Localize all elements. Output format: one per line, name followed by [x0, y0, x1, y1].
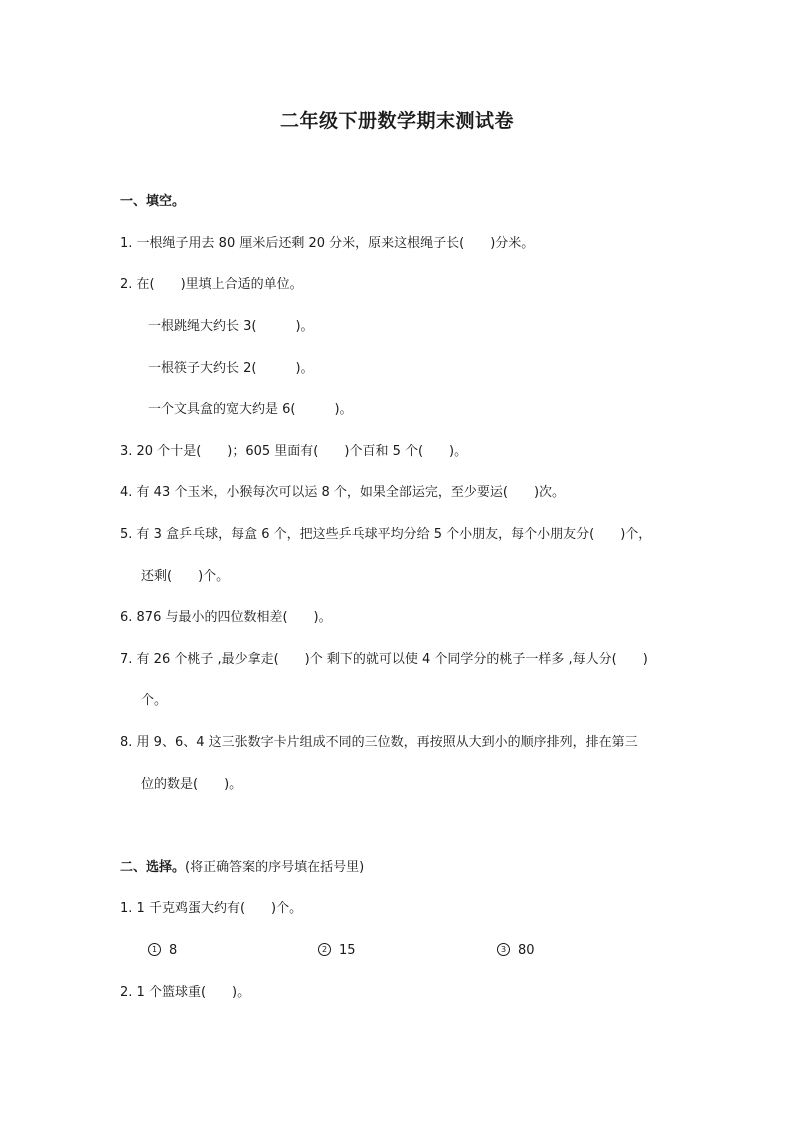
- question-2-item-c: 一个文具盒的宽大约是 6( )。: [148, 402, 353, 417]
- circled-number-icon: 2: [318, 943, 331, 956]
- question-1: 1. 一根绳子用去 80 厘米后还剩 20 分米，原来这根绳子长( )分米。: [120, 236, 535, 251]
- question-8: 8. 用 9、6、4 这三张数字卡片组成不同的三位数，再按照从大到小的顺序排列，排在第三: [120, 735, 638, 750]
- question-8-continued: 位的数是( )。: [141, 777, 243, 792]
- choice-question-1: 1. 1 千克鸡蛋大约有( )个。: [120, 901, 303, 916]
- question-7-continued: 个。: [141, 693, 168, 708]
- question-5: 5. 有 3 盒乒乓球，每盒 6 个，把这些乒乓球平均分给 5 个小朋友，每个小朋友分( )个，: [120, 527, 652, 542]
- question-5-continued: 还剩( )个。: [141, 569, 230, 584]
- choice-option-text: 80: [518, 943, 535, 958]
- choice-question-2: 2. 1 个篮球重( )。: [120, 985, 251, 1000]
- choice-option-1: [148, 942, 177, 960]
- section-2-heading-text: 二、选择。: [120, 860, 186, 875]
- page-title: 二年级下册数学期末测试卷: [279, 110, 514, 132]
- question-2-item-a: 一根跳绳大约长 3( )。: [148, 319, 314, 334]
- question-2: 2. 在( )里填上合适的单位。: [120, 277, 303, 292]
- question-2-item-b: 一根筷子大约长 2( )。: [148, 361, 314, 376]
- circled-number-icon: 1: [148, 943, 161, 956]
- choice-option-text: 8: [169, 943, 178, 958]
- choice-option-3: [497, 942, 535, 960]
- section-2-heading: [120, 859, 364, 877]
- question-4: 4. 有 43 个玉米，小猴每次可以运 8 个，如果全部运完，至少要运( )次。: [120, 485, 566, 500]
- question-6: 6. 876 与最小的四位数相差( )。: [120, 610, 332, 625]
- circled-number-icon: 3: [497, 943, 510, 956]
- section-2-instruction: (将正确答案的序号填在括号里): [185, 860, 365, 875]
- question-7: 7. 有 26 个桃子 ,最少拿走( )个 剩下的就可以使 4 个同学分的桃子一样多 ,每人分( ): [120, 652, 648, 667]
- choice-option-text: 15: [339, 943, 356, 958]
- choice-option-2: [318, 942, 356, 960]
- section-1-heading: 一、填空。: [120, 194, 186, 209]
- question-3: 3. 20 个十是( )；605 里面有( )个百和 5 个( )。: [120, 444, 468, 459]
